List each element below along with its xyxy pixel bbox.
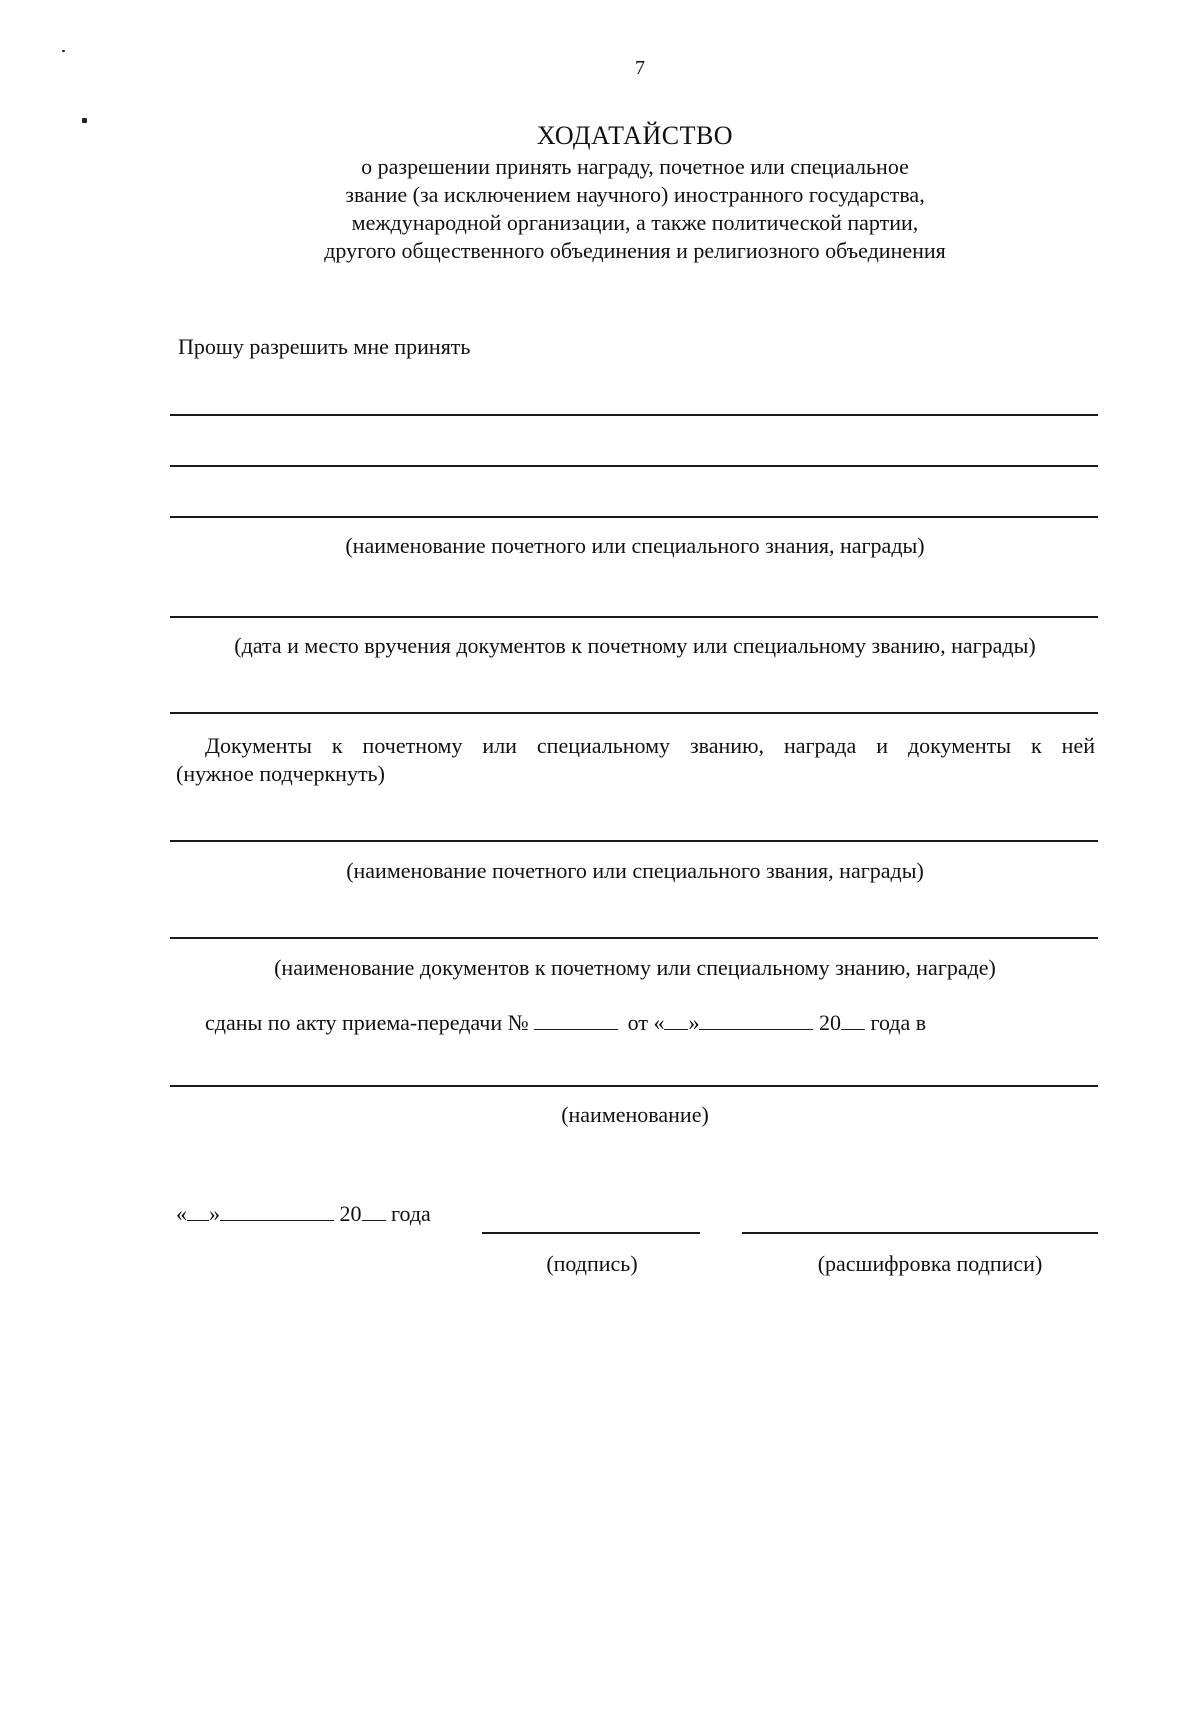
award-name-line-1[interactable] <box>170 414 1098 416</box>
date-year-field[interactable] <box>362 1197 386 1221</box>
award-name-line-4[interactable] <box>170 840 1098 842</box>
signature-decoding-line[interactable] <box>742 1232 1098 1234</box>
subtitle-line-3: международной организации, а также политической партии, <box>351 210 919 235</box>
award-name-line-2[interactable] <box>170 465 1098 467</box>
caption-signature: (подпись) <box>546 1251 638 1276</box>
act-from: от « <box>627 1010 665 1036</box>
date-month-field[interactable] <box>220 1197 334 1221</box>
act-prefix: сданы по акту приема-передачи № <box>205 1010 529 1036</box>
award-name-line-3[interactable] <box>170 516 1098 518</box>
caption-award-name-2: (наименование почетного или специального звания, награды) <box>346 858 924 883</box>
act-number-field[interactable] <box>534 1006 618 1030</box>
act-year-prefix: 20 <box>818 1010 841 1036</box>
subtitle-line-1: о разрешении принять награду, почетное или специальное <box>361 154 909 179</box>
document-title: ХОДАТАЙСТВО <box>536 121 734 150</box>
date-place-line[interactable] <box>170 616 1098 618</box>
date-suffix: года <box>391 1201 431 1227</box>
caption-date-place: (дата и место вручения документов к почетному или специальному званию, награды) <box>234 633 1036 658</box>
caption-organization: (наименование) <box>561 1102 709 1127</box>
documents-name-line[interactable] <box>170 937 1098 939</box>
subtitle-line-4: другого общественного объединения и религиозного объединения <box>324 238 946 263</box>
documents-paragraph-line-1: Документы к почетному или специальному званию, награда и документы к ней <box>205 733 1095 758</box>
caption-signature-decoding: (расшифровка подписи) <box>817 1251 1043 1276</box>
act-suffix: года в <box>870 1010 927 1036</box>
signature-line[interactable] <box>482 1232 700 1234</box>
request-text: Прошу разрешить мне принять <box>178 334 471 359</box>
act-year-field[interactable] <box>841 1006 865 1030</box>
act-line <box>205 1006 926 1037</box>
act-quote-close: » <box>688 1010 700 1036</box>
organization-line[interactable] <box>170 1085 1098 1087</box>
date-place-line-2[interactable] <box>170 712 1098 714</box>
date-year-prefix: 20 <box>339 1201 362 1227</box>
subtitle-line-2: звание (за исключением научного) иностранного государства, <box>345 182 925 207</box>
documents-paragraph-line-2: (нужное подчеркнуть) <box>176 761 385 786</box>
date-close-quote: » <box>209 1201 220 1227</box>
act-day-field[interactable] <box>664 1006 688 1030</box>
page-number: 7 <box>635 57 645 79</box>
caption-documents-name: (наименование документов к почетному или специальному знанию, награде) <box>274 955 996 980</box>
scan-speck <box>62 50 65 52</box>
caption-award-name: (наименование почетного или специального знания, награды) <box>345 533 925 558</box>
date-line <box>176 1197 431 1228</box>
date-open-quote: « <box>176 1201 187 1227</box>
act-month-field[interactable] <box>699 1006 813 1030</box>
date-day-field[interactable] <box>187 1197 209 1221</box>
